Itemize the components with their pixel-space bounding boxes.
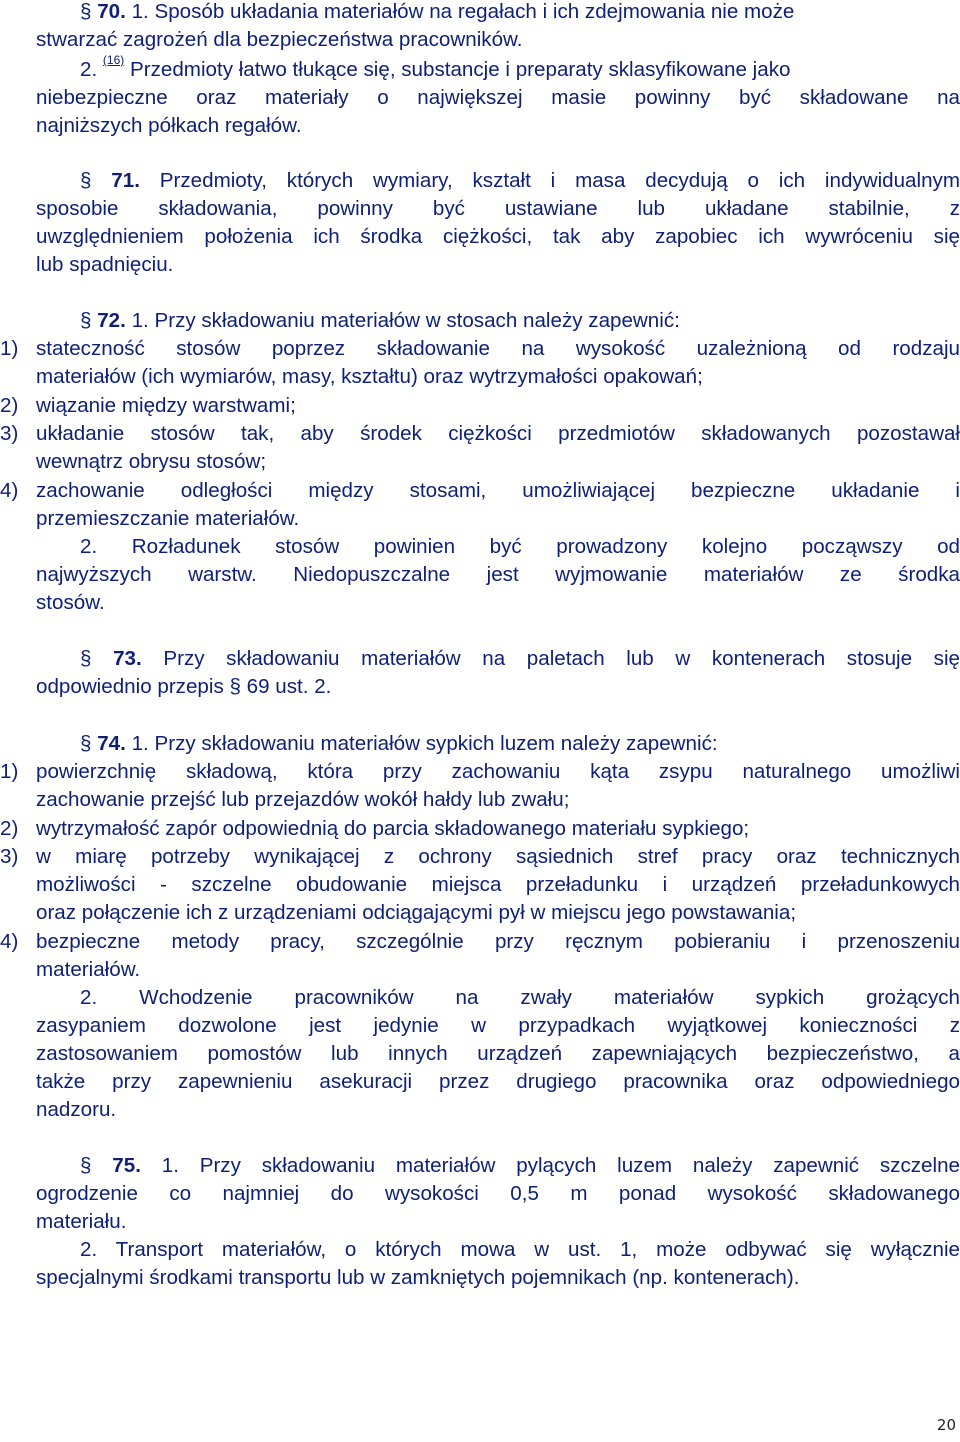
section-71-line-4: lub spadnięciu. bbox=[36, 253, 174, 276]
section-number: 70. bbox=[97, 0, 126, 23]
list-item-text: materiałów (ich wymiarów, masy, kształtu) oraz wytrzymałości opakowań; bbox=[36, 365, 703, 388]
list-item-number: 1) bbox=[0, 337, 19, 360]
list-item-text: przemieszczanie materiałów. bbox=[36, 507, 300, 530]
list-item-number: 4) bbox=[0, 930, 19, 953]
section-70-line-1 bbox=[80, 0, 960, 26]
list-item-text: wewnątrz obrysu stosów; bbox=[36, 450, 267, 473]
list-item-number: 4) bbox=[0, 479, 19, 502]
section-74-point-2-line-4: także przy zapewnieniu asekuracji przez drugiego pracownika oraz odpowiedniego bbox=[36, 1070, 960, 1093]
section-75-point-2-line-2: specjalnymi środkami transportu lub w zamkniętych pojemnikach (np. kontenerach). bbox=[36, 1266, 800, 1289]
section-text: 1. Przy składowaniu materiałów sypkich luzem należy zapewnić: bbox=[131, 732, 718, 755]
section-72-point-2-line-1: 2. Rozładunek stosów powinien być prowadzony kolejno począwszy od bbox=[80, 535, 960, 558]
list-item-text: zachowanie odległości między stosami, umożliwiającej bezpieczne układanie i bbox=[36, 479, 960, 502]
list-item-number: 3) bbox=[0, 422, 19, 445]
section-72-point-2-line-2: najwyższych warstw. Niedopuszczalne jest wyjmowanie materiałów ze środka bbox=[36, 563, 960, 586]
section-70-line-5: najniższych półkach regałów. bbox=[36, 114, 302, 137]
section-number: 75. bbox=[112, 1154, 141, 1177]
list-item-text: układanie stosów tak, aby środek ciężkości przedmiotów składowanych pozostawał bbox=[36, 422, 960, 445]
section-sign: § bbox=[80, 169, 92, 192]
section-number: 74. bbox=[97, 732, 126, 755]
section-sign: § bbox=[80, 732, 92, 755]
point-number: 2. bbox=[80, 58, 98, 81]
section-71-line-3: uwzględnieniem położenia ich środka ciężkości, tak aby zapobiec ich wywróceniu się bbox=[36, 225, 960, 248]
section-74-point-2-line-5: nadzoru. bbox=[36, 1098, 117, 1121]
section-73-line-2: odpowiednio przepis § 69 ust. 2. bbox=[36, 675, 332, 698]
list-item-number: 2) bbox=[0, 394, 19, 417]
section-75-point-2-line-1: 2. Transport materiałów, o których mowa w ust. 1, może odbywać się wyłącznie bbox=[80, 1238, 960, 1261]
section-number: 71. bbox=[111, 169, 140, 192]
section-75-line-1 bbox=[80, 1152, 960, 1180]
list-item-number: 1) bbox=[0, 760, 19, 783]
section-70-line-4: niebezpieczne oraz materiały o największej masie powinny być składowane na bbox=[36, 86, 960, 109]
section-sign: § bbox=[80, 309, 92, 332]
list-item-number: 2) bbox=[0, 817, 19, 840]
section-74-line-1 bbox=[80, 730, 960, 758]
section-sign: § bbox=[80, 0, 92, 23]
section-number: 72. bbox=[97, 309, 126, 332]
list-item-text: stateczność stosów poprzez składowanie na wysokość uzależnioną od rodzaju bbox=[36, 337, 960, 360]
list-item-text: wiązanie między warstwami; bbox=[36, 394, 296, 417]
section-text: Przedmioty, których wymiary, kształt i masa decydują o ich indywidualnym bbox=[159, 169, 960, 192]
section-text: Przy składowaniu materiałów na paletach lub w kontenerach stosuje się bbox=[163, 647, 960, 670]
section-74-point-2-line-3: zastosowaniem pomostów lub innych urządzeń zapewniających bezpieczeństwo, a bbox=[36, 1042, 960, 1065]
list-item-number: 3) bbox=[0, 845, 19, 868]
section-text: 1. Sposób układania materiałów na regałach i ich zdejmowania nie może bbox=[131, 0, 795, 23]
list-item-text: oraz połączenie ich z urządzeniami odciągającymi pył w miejscu jego powstawania; bbox=[36, 901, 797, 924]
section-71-line-1 bbox=[80, 167, 960, 195]
section-72-line-1 bbox=[80, 307, 960, 335]
section-72-point-2-line-3: stosów. bbox=[36, 591, 105, 614]
point-text: Przedmioty łatwo tłukące się, substancje i preparaty sklasyfikowane jako bbox=[130, 58, 791, 81]
list-item-text: możliwości - szczelne obudowanie miejsca przeładunku i urządzeń przeładunkowych bbox=[36, 873, 960, 896]
section-sign: § bbox=[80, 1154, 92, 1177]
section-text: 1. Przy składowaniu materiałów pylących luzem należy zapewnić szczelne bbox=[161, 1154, 960, 1177]
page-number: 20 bbox=[936, 1416, 956, 1434]
section-70-line-3 bbox=[80, 53, 960, 84]
list-item-text: powierzchnię składową, która przy zachowaniu kąta zsypu naturalnego umożliwi bbox=[36, 760, 960, 783]
section-70-line-2: stwarzać zagrożeń dla bezpieczeństwa pracowników. bbox=[36, 28, 523, 51]
section-74-point-2-line-2: zasypaniem dozwolone jest jedynie w przypadkach wyjątkowej konieczności z bbox=[36, 1014, 960, 1037]
amendment-footnote-ref[interactable]: (16) bbox=[102, 53, 125, 67]
list-item-text: bezpieczne metody pracy, szczególnie przy ręcznym pobieraniu i przenoszeniu bbox=[36, 930, 960, 953]
section-75-line-3: materiału. bbox=[36, 1210, 127, 1233]
list-item-text: materiałów. bbox=[36, 958, 141, 981]
section-sign: § bbox=[80, 647, 92, 670]
list-item-text: zachowanie przejść lub przejazdów wokół hałdy lub zwału; bbox=[36, 788, 570, 811]
section-73-line-1 bbox=[80, 645, 960, 673]
section-75-line-2: ogrodzenie co najmniej do wysokości 0,5 m ponad wysokość składowanego bbox=[36, 1182, 960, 1205]
list-item-text: wytrzymałość zapór odpowiednią do parcia składowanego materiału sypkiego; bbox=[36, 817, 750, 840]
section-text: 1. Przy składowaniu materiałów w stosach należy zapewnić: bbox=[131, 309, 680, 332]
section-number: 73. bbox=[113, 647, 142, 670]
section-74-point-2-line-1: 2. Wchodzenie pracowników na zwały materiałów sypkich grożących bbox=[80, 986, 960, 1009]
section-71-line-2: sposobie składowania, powinny być ustawiane lub układane stabilnie, z bbox=[36, 197, 960, 220]
list-item-text: w miarę potrzeby wynikającej z ochrony sąsiednich stref pracy oraz technicznych bbox=[36, 845, 960, 868]
